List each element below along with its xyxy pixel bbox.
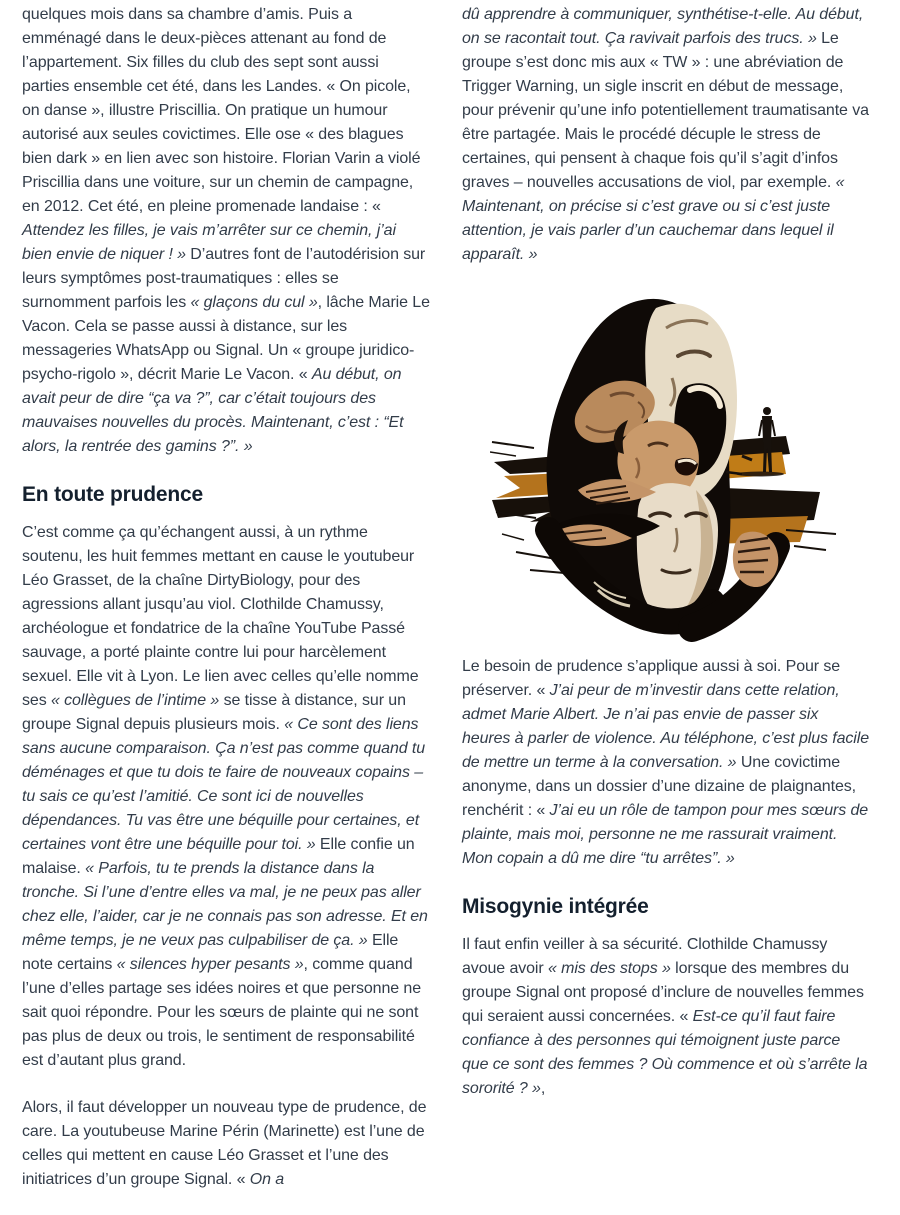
body-text: , lâche Marie Le Vacon. Cela se passe aussi à distance, sur les messageries WhatsApp ou Signal. Un « groupe juridico-psycho-rigolo », décrit Marie Le Vacon. «: [22, 294, 430, 383]
body-text: Le besoin de prudence s’applique aussi à soi. Pour se préserver. «: [462, 658, 841, 699]
quote-text: « silences hyper pesants »: [116, 956, 304, 973]
left-column: [22, 3, 430, 1215]
body-text: quelques mois dans sa chambre d’amis. Puis a emménagé dans le deux-pièces attenant au fond de l’appartement. Six filles du club des sept sont aussi parties ensemble cet été, dans les Landes. « On picole, on danse », illustre Priscillia. On pratique un humour autorisé aux seules covictimes. Elle ose « des blagues bien dark » en lien avec son histoire. Florian Varin a violé Priscillia dans une voiture, sur un chemin de campagne, en 2012. Cet été, en pleine promenade landaise : «: [22, 6, 421, 215]
body-text: Alors, il faut développer un nouveau type de prudence, de care. La youtubeuse Marine Périn (Marinette) est l’une de celles qui mettent en cause Léo Grasset et l’une des initiatrices d’un groupe Signal. «: [22, 1099, 427, 1188]
body-text: , comme quand l’une d’elles partage ses idées noires et que personne ne sait quoi répondre. Pour les sœurs de plainte qui ne sont pas plus de deux ou trois, le sentiment de responsabilité est d’autant plus grand.: [22, 956, 422, 1069]
body-text: D’autres font de l’autodérision sur leurs symptômes post-traumatiques : elles se surnomment parfois les: [22, 246, 426, 311]
paragraph: [22, 1096, 430, 1192]
quote-text: J’ai peur de m’investir dans cette relation, admet Marie Albert. Je n’ai pas envie de passer six heures à parler de violence. Au téléphone, c’est plus facile de mettre un terme à la conversation. »: [462, 682, 869, 771]
body-text: lorsque des membres du groupe Signal ont proposé d’inclure de nouvelles femmes qui seraient aussi concernées. «: [462, 960, 864, 1025]
collage-svg: [490, 294, 868, 646]
body-text: ,: [540, 1080, 546, 1097]
quote-text: dû apprendre à communiquer, synthétise-t-elle. Au début, on se racontait tout. Ça ravivait parfois des trucs. »: [462, 6, 864, 47]
right-column: [462, 3, 870, 1215]
paragraph: [462, 655, 870, 871]
quote-text: « Parfois, tu te prends la distance dans la tronche. Si l’une d’entre elles va mal, je ne peux pas aller chez elle, l’aider, car je ne connais pas son adresse. Et en même temps, je ne veux pas culpabiliser de ça. »: [22, 860, 428, 949]
body-text: Une covictime anonyme, dans un dossier d’une dizaine de plaignantes, renchérit : «: [462, 754, 856, 819]
body-text: Le groupe s’est donc mis aux « TW » : une abréviation de Trigger Warning, un sigle inscrit en début de message, pour prévenir qu’une info potentiellement traumatisante va être partagée. Mais le procédé décuple le stress de certaines, qui pensent à chaque fois qu’il s’agit d’infos graves – nouvelles accusations de viol, par exemple.: [462, 30, 869, 191]
quote-text: « glaçons du cul »: [190, 294, 318, 311]
paragraph: [22, 3, 430, 459]
quote-text: « Maintenant, on précise si c’est grave ou si c’est juste attention, je vais parler d’un cauchemar dans lequel il apparaît. »: [462, 174, 845, 263]
quote-text: « collègues de l’intime »: [50, 692, 220, 709]
quote-text: « mis des stops »: [547, 960, 671, 977]
quote-text: Est-ce qu’il faut faire confiance à des personnes qui témoignent juste parce que ce sont des femmes ? Où commence et où s’arrête la sororité ? »: [462, 1008, 868, 1097]
quote-text: « Ce sont des liens sans aucune comparaison. Ça n’est pas comme quand tu déménages et que tu dois te faire de nouveaux copains – tu sais ce qu’est l’amitié. Ce sont ici de nouvelles dépendances. Tu vas être une béquille pour certaines, et certaines vont être une béquille pour toi. »: [22, 716, 426, 853]
section-heading: En toute prudence: [22, 483, 203, 506]
quote-text: Au début, on avait peur de dire “ça va ?”, car c’était toujours des mauvaises nouvelles du procès. Maintenant, c’est : “Et alors, la rentrée des gamins ?”. »: [22, 366, 404, 455]
body-text: Elle note certains: [22, 932, 399, 973]
paragraph: [462, 3, 870, 267]
body-text: C’est comme ça qu’échangent aussi, à un rythme soutenu, les huit femmes mettant en cause le youtubeur Léo Grasset, de la chaîne DirtyBiology, pour des agressions allant jusqu’au viol. Clothilde Chamussy, archéologue et fondatrice de la chaîne YouTube Passé sauvage, a porté plainte contre lui pour harcèlement sexuel. Elle vit à Lyon. Le lien avec celles qu’elle nomme ses: [22, 524, 419, 709]
body-text: se tisse à distance, sur un groupe Signal depuis plusieurs mois.: [22, 692, 406, 733]
quote-text: On a: [249, 1171, 285, 1188]
quote-text: J’ai eu un rôle de tampon pour mes sœurs de plainte, mais moi, personne ne me rassurait vraiment. Mon copain a dû me dire “tu arrêtes”. »: [462, 802, 869, 867]
quote-text: Attendez les filles, je vais m’arrêter sur ce chemin, j’ai bien envie de niquer ! »: [22, 222, 396, 263]
paragraph: [462, 933, 870, 1101]
photo-collage-illustration: [490, 294, 868, 646]
section-heading: Misogynie intégrée: [462, 895, 649, 918]
paragraph: [22, 521, 430, 1073]
body-text: Il faut enfin veiller à sa sécurité. Clothilde Chamussy avoue avoir: [462, 936, 828, 977]
body-text: Elle confie un malaise.: [22, 836, 415, 877]
